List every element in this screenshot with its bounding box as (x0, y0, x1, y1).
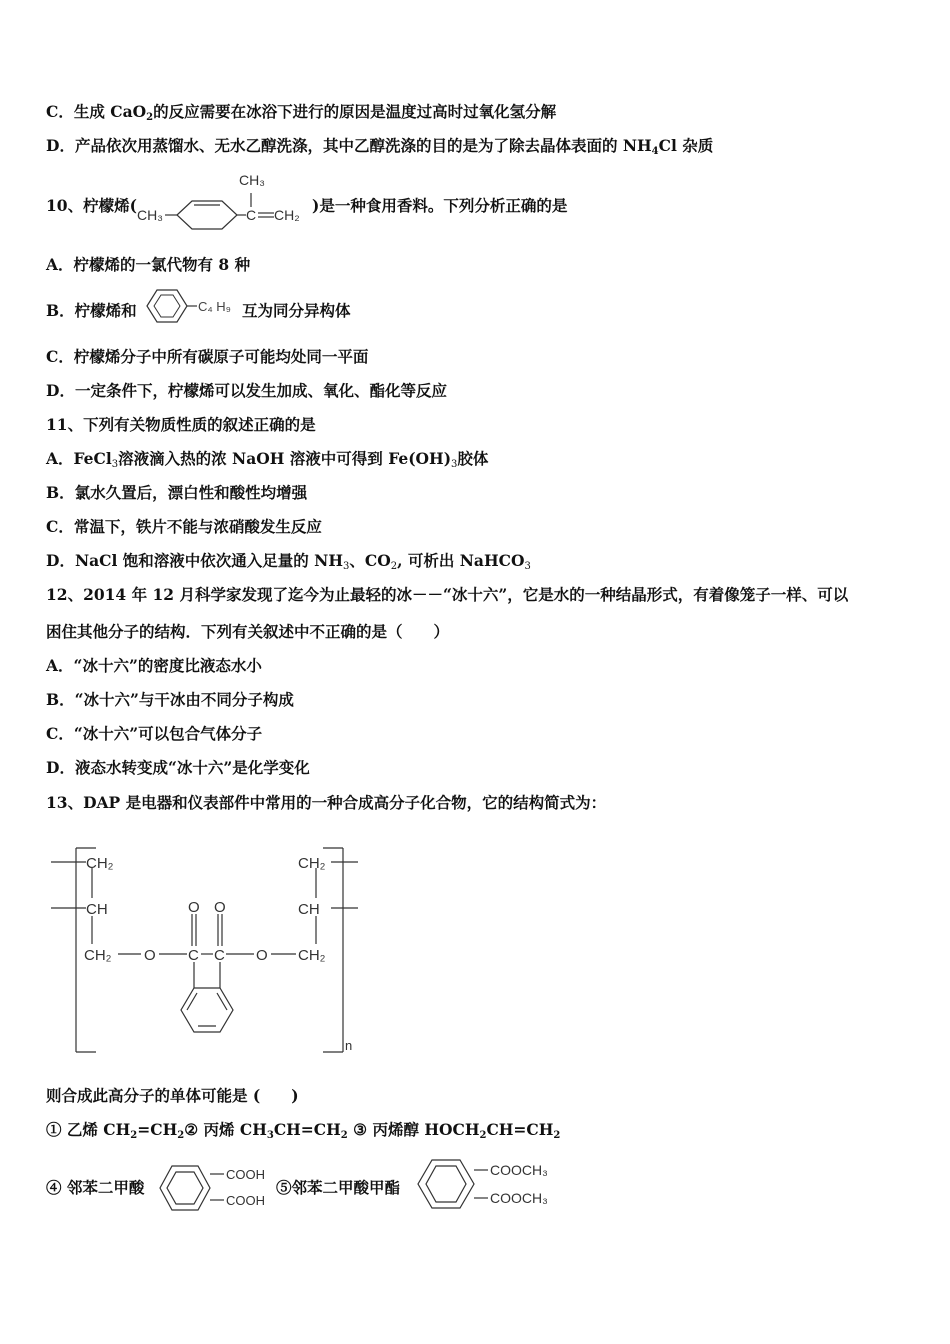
q12-option-a: A．“冰十六”的密度比液态水小 (46, 656, 262, 675)
q10-option-a: A．柠檬烯的一氯代物有 8 种 (46, 255, 251, 274)
q12-stem-line1: 12、2014 年 12 月科学家发现了迄今为止最轻的冰－－“冰十六”，它是水的一种结晶形式，有着像笼子一样、可以 (46, 585, 849, 604)
q12-option-c: C．“冰十六”可以包合气体分子 (46, 724, 263, 743)
butyl-group: C₄ H₉ (198, 299, 231, 314)
q13-monomer-question: 则合成此高分子的单体可能是 ( ) (46, 1086, 299, 1105)
q11-stem: 11、下列有关物质性质的叙述正确的是 (46, 415, 316, 434)
q10-option-b-prefix: B．柠檬烯和 (46, 301, 137, 320)
phthalic-acid-cooh-2: COOH (226, 1193, 265, 1208)
q10-option-d: D．一定条件下，柠檬烯可以发生加成、氧化、酯化等反应 (46, 381, 447, 400)
limonene-c: C (246, 207, 257, 223)
q10-option-c: C．柠檬烯分子中所有碳原子可能均处同一平面 (46, 347, 369, 366)
dap-carbonyl-o-1: O (188, 899, 200, 916)
dap-ch-left: CH (86, 901, 108, 918)
limonene-ch3-top: CH₃ (239, 172, 265, 188)
q13-option-5-label: ⑤邻苯二甲酸甲酯 (276, 1178, 401, 1197)
phthalic-acid-cooh-1: COOH (226, 1167, 265, 1182)
butylbenzene-structure (142, 285, 242, 327)
q13-option-4-label: ④ 邻苯二甲酸 (46, 1178, 145, 1197)
q10-stem-suffix: )是一种食用香料。下列分析正确的是 (312, 196, 568, 215)
q9-option-d: D．产品依次用蒸馏水、无水乙醇洗涤，其中乙醇洗涤的目的是为了除去晶体表面的 $NH_4Cl$ 杂质 (46, 136, 714, 157)
q11-option-c: C．常温下，铁片不能与浓硝酸发生反应 (46, 517, 322, 536)
dimethyl-phthalate-cooch3-2: COOCH₃ (490, 1190, 548, 1206)
dap-ch2-left-bottom: CH₂ (84, 947, 112, 964)
limonene-ch2: CH₂ (274, 207, 300, 223)
limonene-structure (134, 170, 314, 232)
q10-option-b-suffix: 互为同分异构体 (242, 301, 351, 320)
q10-stem-prefix: 10、柠檬烯( (46, 196, 137, 215)
dap-polymer-structure (46, 840, 366, 1060)
dap-c-1: C (188, 947, 199, 964)
limonene-ch3-left: CH₃ (137, 207, 163, 223)
q9-option-c: C．生成 CaO$_2$的反应需要在冰浴下进行的原因是温度过高时过氧化氢分解 (46, 102, 557, 123)
q13-monomer-options: ① 乙烯 $CH_2=CH_2②$ 丙烯 $CH_3CH=CH_2$ ③ 丙烯醇 $HOCH_2CH=CH_2$ (46, 1120, 561, 1141)
dap-ch2-left-top: CH₂ (86, 855, 114, 872)
dap-carbonyl-o-2: O (214, 899, 226, 916)
dap-ch-right: CH (298, 901, 320, 918)
dimethyl-phthalate-structure (412, 1152, 562, 1216)
dap-ch2-right-top: CH₂ (298, 855, 326, 872)
dap-c-2: C (214, 947, 225, 964)
q11-option-a: A．FeCl$_3$溶液滴入热的浓 NaOH 溶液中可得到 $Fe(OH)_3$胶体 (46, 449, 489, 470)
phthalic-acid-structure (152, 1158, 276, 1218)
dap-o-right: O (256, 947, 268, 964)
q12-option-d: D．液态水转变成“冰十六”是化学变化 (46, 758, 310, 777)
q11-option-d: D．NaCl 饱和溶液中依次通入足量的 $NH_3$、$CO_2$, 可析出 NaHCO$_3$ (46, 551, 531, 572)
q12-option-b: B．“冰十六”与干冰由不同分子构成 (46, 690, 294, 709)
dap-o-left: O (144, 947, 156, 964)
dimethyl-phthalate-cooch3-1: COOCH₃ (490, 1162, 548, 1178)
q11-option-b: B．氯水久置后，漂白性和酸性均增强 (46, 483, 308, 502)
dap-n-subscript: n (345, 1038, 353, 1053)
dap-ch2-right-bottom: CH₂ (298, 947, 326, 964)
q12-stem-line2: 困住其他分子的结构．下列有关叙述中不正确的是（ ） (46, 622, 450, 641)
q13-stem: 13、DAP 是电器和仪表部件中常用的一种合成高分子化合物，它的结构简式为： (46, 793, 607, 812)
